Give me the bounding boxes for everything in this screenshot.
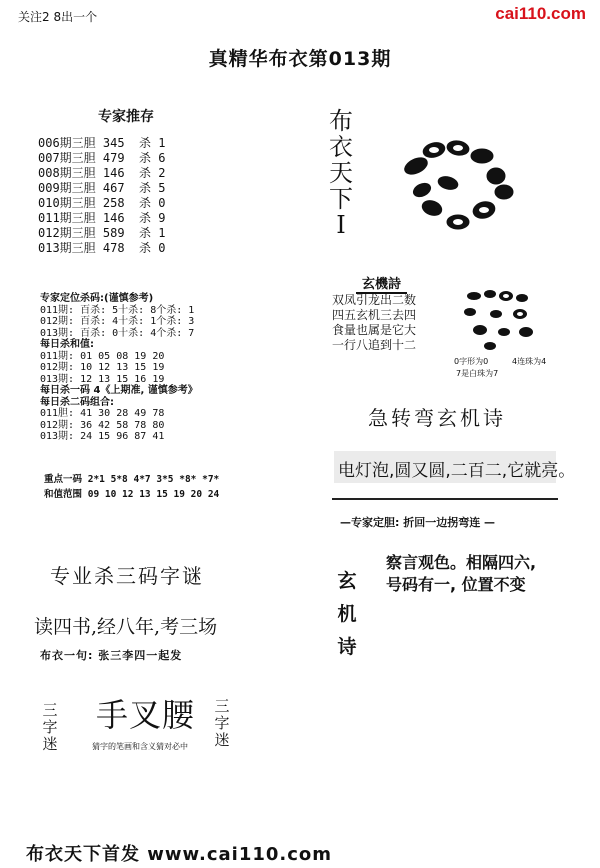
list-item: 006期三胆 345 杀 1 (38, 136, 166, 150)
site-logo[interactable]: cai110.com (495, 4, 586, 23)
key-block (44, 472, 219, 502)
list-item: 013期: 12 13 15 16 19 (40, 373, 165, 385)
page-title: 真精华布衣第013期 (208, 48, 392, 70)
hint-zero: 0字形为0 (454, 357, 489, 366)
position-heading: 专家定位杀码:(谨慎参考) (40, 293, 154, 304)
list-item: 009期三胆 467 杀 5 (38, 181, 166, 195)
footer-text: 布衣天下首发 www.cai110.com (26, 844, 333, 865)
list-item: 008期三胆 146 杀 2 (38, 166, 166, 180)
list-item: 013期三胆 478 杀 0 (38, 241, 166, 255)
hint-seven: 7是白珠为7 (456, 369, 499, 378)
one-code-heading: 每日杀一码 4《上期准, 谨慎参考》 (40, 385, 198, 396)
follow-note: 关注2 8出一个 (18, 10, 98, 24)
list-item: 011期三胆 146 杀 9 (38, 211, 166, 225)
riddle-right-label: 三字迷 (214, 697, 230, 749)
riddle-left-label: 三字迷 (42, 701, 58, 753)
expert-dan-line: —专家定胆: 折回一边拐弯连 — (340, 516, 496, 529)
riddle-poem-title: 急转弯玄机诗 (368, 406, 506, 430)
list-item: 007期三胆 479 杀 6 (38, 151, 166, 165)
list-item: 011期: 百杀: 5十杀: 8个杀: 1 (40, 304, 195, 316)
poem-lines (332, 293, 416, 353)
poem-line: 一行八追到十二 (332, 338, 417, 352)
expert-list (38, 136, 165, 256)
poem-line: 食量也属是它大 (332, 323, 417, 337)
range-line: 和值范围 09 10 12 13 15 19 20 24 (44, 489, 220, 500)
key-line: 重点一码 2*1 5*8 4*7 3*5 *8* *7* (44, 474, 220, 485)
list-item: 012期: 36 42 58 78 80 (40, 419, 165, 431)
vertical-title: 布衣天下I (329, 107, 353, 239)
list-item: 010期三胆 258 杀 0 (38, 196, 166, 210)
cha-line-2: 号码有一, 位置不变 (386, 575, 526, 594)
daily-heading: 每日杀和值: (40, 339, 94, 350)
expert-section-title: 专家推存 (98, 109, 154, 125)
list-item: 011期: 01 05 08 19 20 (40, 350, 165, 362)
list-item: 012期三胆 589 杀 1 (38, 226, 166, 240)
hint-four: 4连珠为4 (512, 357, 547, 366)
riddle-line: 读四书,经八年,考三场 (34, 616, 218, 638)
list-item: 013期: 百杀: 0十杀: 4个杀: 7 (40, 327, 195, 339)
position-kill-block (40, 293, 198, 443)
poem-title: 玄機詩 (356, 273, 407, 294)
beads-image (396, 128, 518, 240)
list-item: 012期: 10 12 13 15 19 (40, 362, 165, 373)
list-item: 012期: 百杀: 4十杀: 1个杀: 3 (40, 316, 195, 327)
riddle-title: 专业杀三码字谜 (50, 564, 204, 588)
poem-line: 四五玄机三去四 (332, 308, 417, 322)
riddle-note: 猜字的笔画和含义猜对必中 (92, 742, 188, 751)
poem-line: 双凤引龙出二数 (332, 293, 417, 307)
riddle-center: 手叉腰 (96, 696, 196, 734)
xuanji-label: 玄机诗 (337, 570, 357, 658)
divider (332, 498, 558, 500)
list-item: 013期: 24 15 96 87 41 (40, 431, 165, 442)
two-code-heading: 每日杀二码组合: (40, 396, 114, 408)
riddle-poem-line: 电灯泡,圆又圆,二百二,它就亮。 (338, 461, 576, 481)
cha-line-1: 察言观色。相隔四六, (386, 553, 537, 572)
list-item: 011胆: 41 30 28 49 78 (40, 408, 165, 419)
riddle-sub: 布衣一句: 张三李四一起发 (40, 649, 183, 662)
beads-small-image (460, 284, 540, 352)
